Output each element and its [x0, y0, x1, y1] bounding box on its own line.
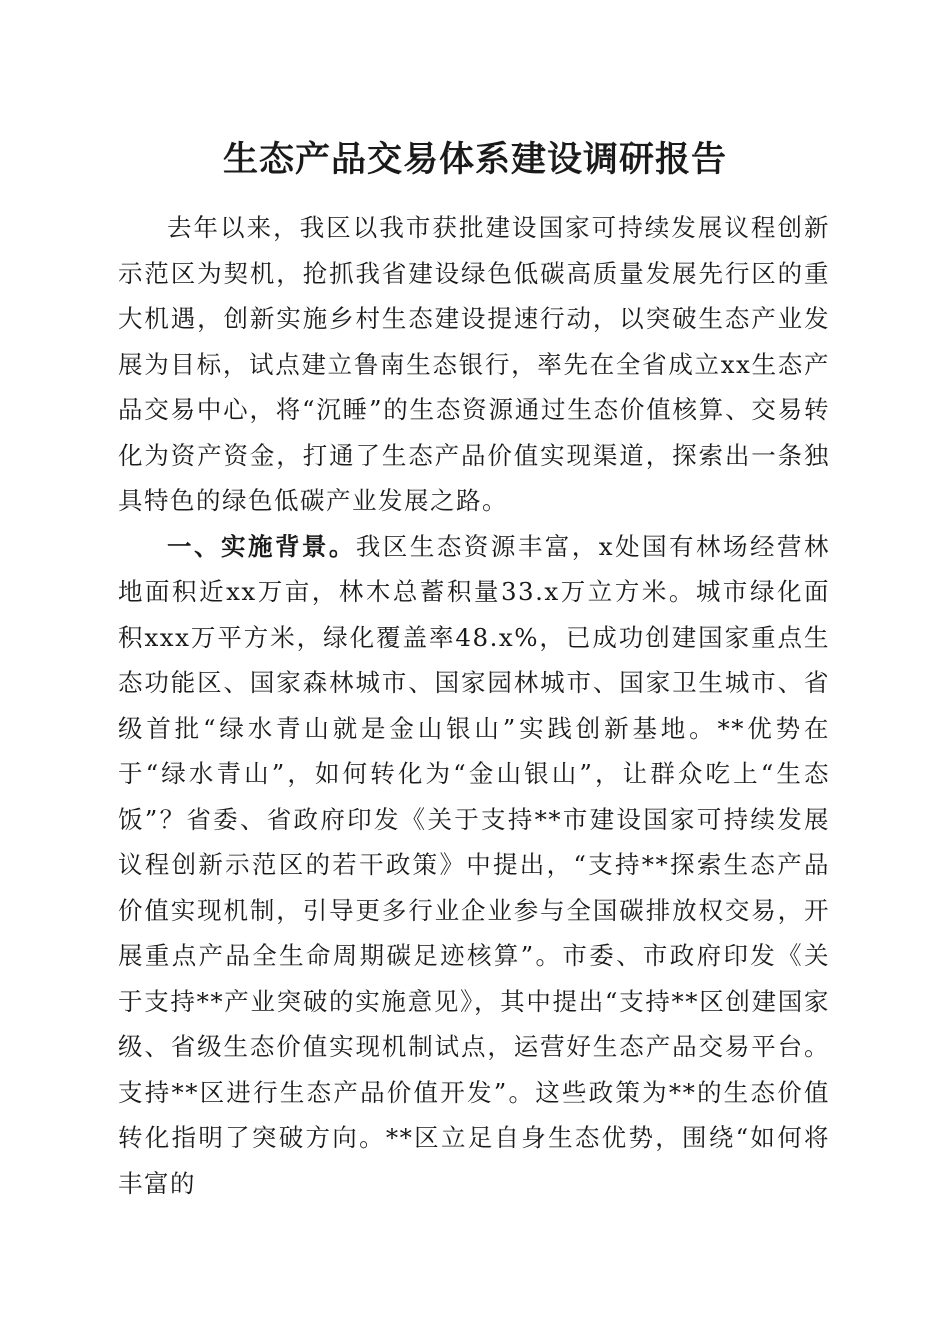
intro-paragraph: 去年以来，我区以我市获批建设国家可持续发展议程创新示范区为契机，抢抓我省建设绿色低碳高质量发展先行区的重大机遇，创新实施乡村生态建设提速行动，以突破生态产业发展为目标，试点建立鲁南生态银行，率先在全省成立xx生态产品交易中心，将“沉睡”的生态资源通过生态价值核算、交易转化为资产资金，打通了生态产品价值实现渠道，探索出一条独具特色的绿色低碳产业发展之路。	[118, 213, 830, 515]
background-paragraph-text: 我区生态资源丰富，x处国有林场经营林地面积近xx万亩，林木总蓄积量33.x万立方米。城市绿化面积xxx万平方米，绿化覆盖率48.x%，已成功创建国家重点生态功能区、国家森林城市、国家园林城市、国家卫生城市、省级首批“绿水青山就是金山银山”实践创新基地。**优势在于“绿水青山”，如何转化为“金山银山”，让群众吃上“生态饭”？省委、省政府印发《关于支持**市建设国家可持续发展议程创新示范区的若干政策》中提出，“支持**探索生态产品价值实现机制，引导更多行业企业参与全国碳排放权交易，开展重点产品全生命周期碳足迹核算”。市委、市政府印发《关于支持**产业突破的实施意见》，其中提出“支持**区创建国家级、省级生态价值实现机制试点，运营好生态产品交易平台。支持**区进行生态产品价值开发”。这些政策为**的生态价值转化指明了突破方向。**区立足自身生态优势，围绕“如何将丰富的	[118, 531, 830, 1198]
section-heading-background: 一、实施背景。	[167, 531, 356, 561]
document-title: 生态产品交易体系建设调研报告	[222, 139, 727, 180]
document-body	[118, 205, 830, 1206]
background-paragraph	[118, 524, 830, 1207]
